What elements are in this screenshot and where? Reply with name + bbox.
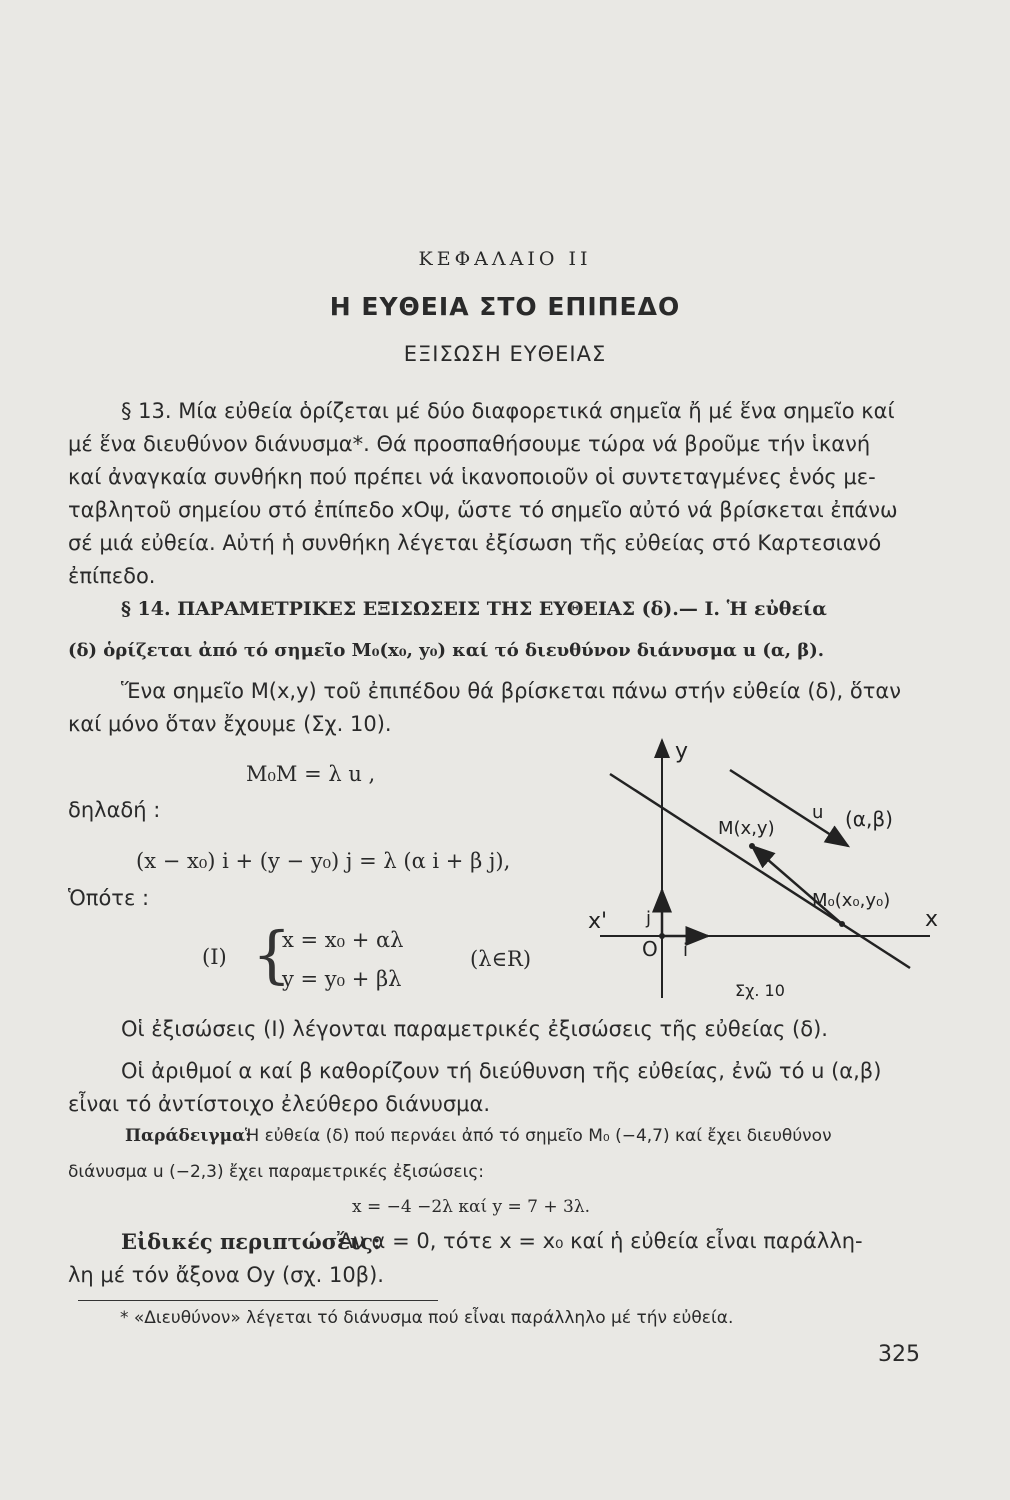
section13-line-2: μέ ἕνα διευθύνον διάνυσμα*. Θά προσπαθήσουμε τώρα νά βροῦμε τήν ἱκανή: [68, 432, 871, 456]
section14-heading: § 14. ΠΑΡΑΜΕΤΡΙΚΕΣ ΕΞΙΣΩΣΕΙΣ ΤΗΣ ΕΥΘΕΙΑΣ (δ).— I. Ἡ εὐθεία: [121, 598, 827, 620]
section13-line-4: ταβλητοῦ σημείου στό ἐπίπεδο xOψ, ὥστε τό σημεῖο αὐτό νά βρίσκεται ἐπάνω: [68, 498, 898, 522]
opote-label: Ὁπότε :: [68, 886, 150, 910]
footnote-rule: [78, 1300, 438, 1301]
alpha-beta-label: (α,β): [845, 807, 893, 831]
x-axis-label: x: [925, 907, 939, 932]
m0-label: M₀(x₀,y₀): [812, 890, 891, 911]
figure-10: [580, 728, 950, 1008]
section-subtitle: ΕΞΙΣΩΣΗ ΕΥΘΕΙΑΣ: [403, 342, 607, 366]
page-number: 325: [878, 1342, 920, 1367]
xprime-axis-label: x': [588, 909, 608, 934]
after-text-2a: Οἱ ἀριθμοί α καί β καθορίζουν τή διεύθυνση τῆς εὐθείας, ἐνῶ τό u (α,β): [121, 1059, 882, 1083]
example-label: Παράδειγμα:: [125, 1126, 252, 1146]
example-text-1: Ἡ εὐθεία (δ) πού περνάει ἀπό τό σημεῖο M₀ (−4,7) καί ἔχει διευθύνον: [245, 1126, 832, 1146]
chapter-title: Η ΕΥΘΕΙΑ ΣΤΟ ΕΠΙΠΕΔΟ: [329, 292, 681, 321]
component-equation: (x − x₀) i + (y − y₀) j = λ (α i + β j),: [136, 849, 511, 873]
section14-text-2: καί μόνο ὅταν ἔχουμε (Σχ. 10).: [68, 712, 392, 736]
origin-point: [659, 933, 665, 939]
m-label: M(x,y): [718, 818, 775, 839]
after-text-1: Οἱ ἐξισώσεις (I) λέγονται παραμετρικές ἐξισώσεις τῆς εὐθείας (δ).: [121, 1017, 828, 1041]
system-brace: {: [252, 918, 292, 991]
system-eq-y: y = y₀ + βλ: [282, 967, 402, 991]
section13-line-3: καί ἀναγκαία συνθήκη πού πρέπει νά ἱκανοποιοῦν οἱ συντεταγμένες ἑνός με-: [68, 465, 876, 489]
dhladh-label: δηλαδή :: [68, 798, 161, 822]
m0m-vector: [752, 846, 842, 924]
system-eq-x: x = x₀ + αλ: [282, 928, 404, 952]
section14-definition: (δ) ὁρίζεται ἀπό τό σημεῖο M₀(x₀, y₀) καί τό διευθύνον διάνυσμα u (α, β).: [68, 640, 824, 661]
chapter-heading: ΚΕΦΑΛΑΙΟ II: [418, 248, 592, 270]
example-equation: x = −4 −2λ καί y = 7 + 3λ.: [352, 1197, 591, 1217]
origin-label: O: [642, 937, 658, 961]
example-text-2: διάνυσμα u (−2,3) ἔχει παραμετρικές ἐξισώσεις:: [68, 1162, 485, 1182]
point-m0: [839, 921, 845, 927]
special-cases-text-2: λη μέ τόν ἄξονα Oy (σχ. 10β).: [68, 1263, 384, 1287]
i-label: i: [683, 940, 689, 961]
vector-equation: M₀M = λ u ,: [246, 762, 376, 786]
figure-caption: Σχ. 10: [735, 981, 785, 1000]
system-label: (I): [202, 945, 227, 969]
u-label: u: [812, 802, 824, 823]
section13-line-6: ἐπίπεδο.: [68, 564, 156, 588]
section14-text-1: Ἕνα σημεῖο M(x,y) τοῦ ἐπιπέδου θά βρίσκεται πάνω στήν εὐθεία (δ), ὅταν: [121, 679, 901, 703]
section13-line-1: § 13. Μία εὐθεία ὁρίζεται μέ δύο διαφορετικά σημεῖα ἤ μέ ἕνα σημεῖο καί: [121, 399, 895, 423]
system-condition: (λ∈R): [470, 947, 532, 971]
point-m: [749, 843, 755, 849]
y-axis-label: y: [675, 739, 689, 764]
footnote: * «Διευθύνον» λέγεται τό διάνυσμα πού εἶναι παράλληλο μέ τήν εὐθεία.: [120, 1308, 734, 1328]
special-cases-text-1: Ἄν α = 0, τότε x = x₀ καί ἡ εὐθεία εἶναι παράλλη-: [337, 1229, 863, 1253]
after-text-2b: εἶναι τό ἀντίστοιχο ἐλεύθερο διάνυσμα.: [68, 1092, 491, 1116]
special-cases-label: Εἰδικές περιπτώσεις:: [121, 1229, 381, 1254]
j-label: j: [646, 908, 652, 929]
section13-line-5: σέ μιά εὐθεία. Αὐτή ἡ συνθήκη λέγεται ἐξίσωση τῆς εὐθείας στό Καρτεσιανό: [68, 531, 882, 555]
